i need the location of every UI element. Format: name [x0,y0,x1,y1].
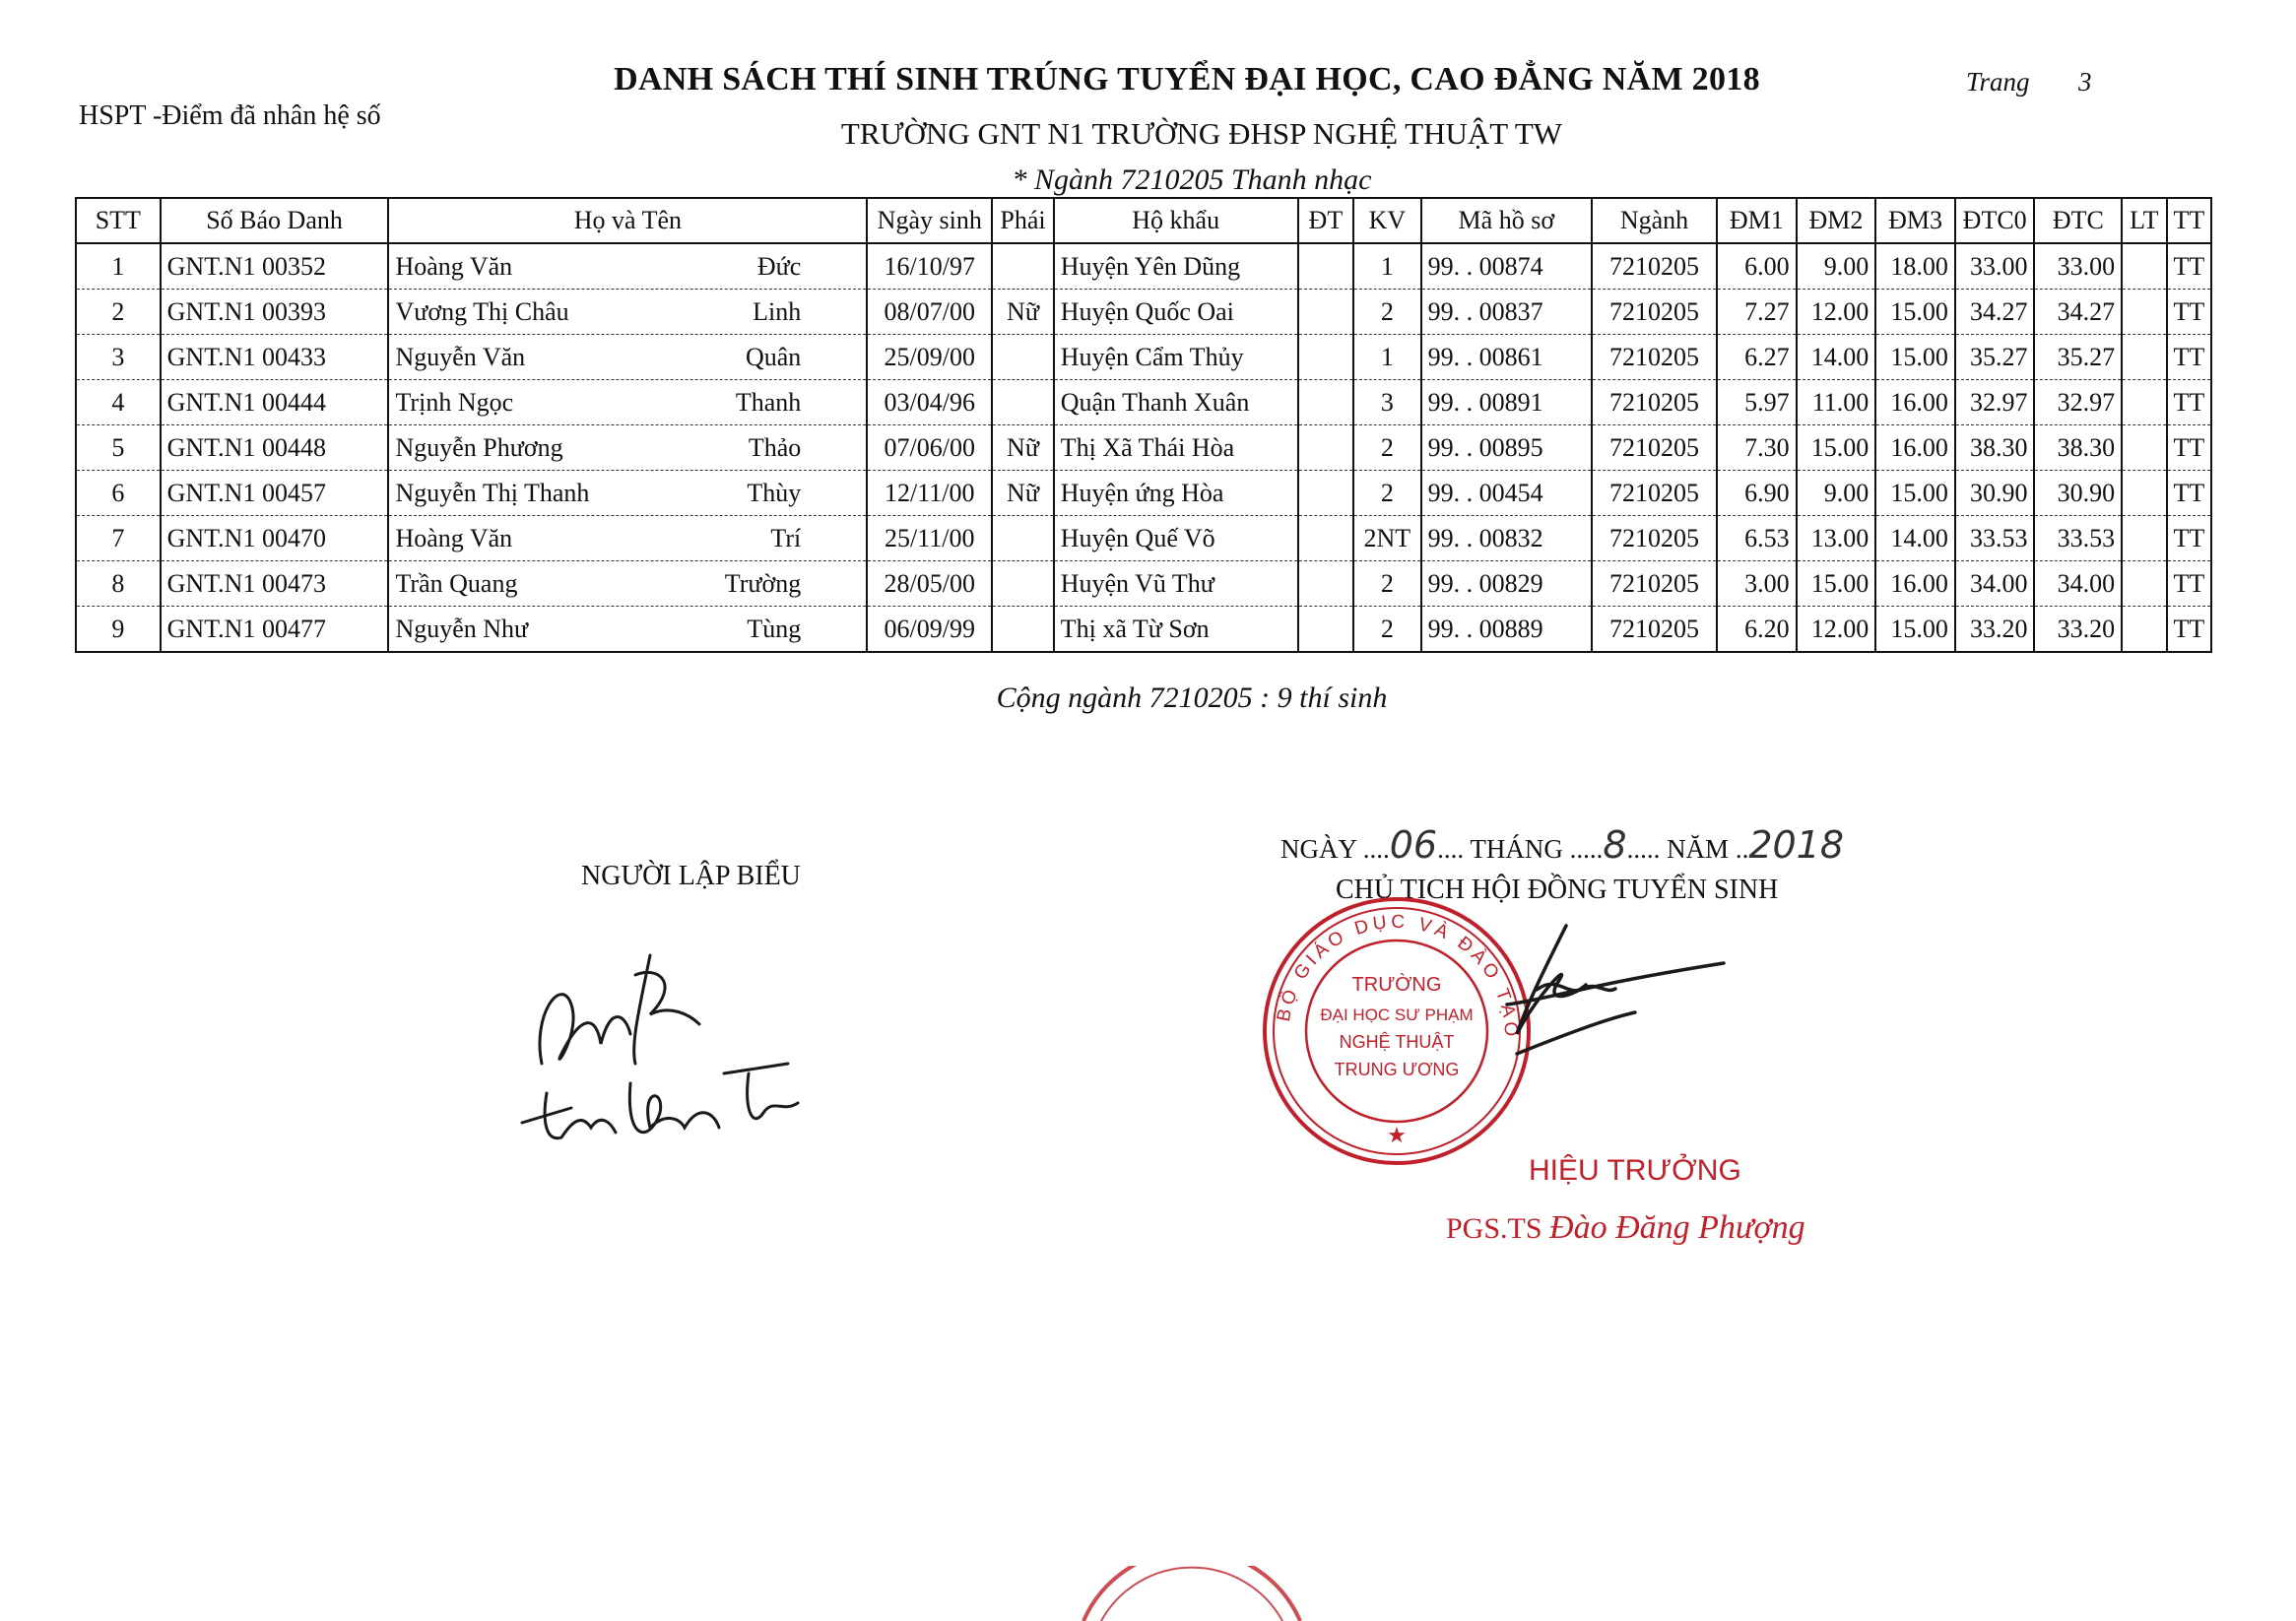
cell-phai: Nữ [992,425,1053,471]
cell-stt: 1 [76,243,161,290]
cell-dtc: 33.00 [2034,243,2122,290]
cell-dm2: 9.00 [1797,243,1876,290]
cell-dtc0: 38.30 [1955,425,2035,471]
cell-surname: Trần Quang [395,568,518,598]
cell-given-name: Thanh [735,387,802,417]
cell-dm3: 16.00 [1875,380,1955,425]
cell-ma-ho-so: 99. . 00454 [1421,471,1592,516]
seal-line-1: TRƯỜNG [1351,974,1442,996]
cell-lt [2122,425,2166,471]
cell-surname: Nguyễn Thị Thanh [395,478,590,507]
cell-ngay-sinh: 25/11/00 [867,516,992,561]
cell-ngay-sinh: 06/09/99 [867,607,992,653]
cell-given-name: Trường [724,568,802,598]
cell-sbd: GNT.N1 00473 [161,561,389,607]
cell-dtc0: 30.90 [1955,471,2035,516]
table-row [76,243,2211,290]
cell-given-name: Tùng [747,614,802,643]
cell-dm2: 15.00 [1797,561,1876,607]
cell-tt: TT [2167,425,2211,471]
cell-tt: TT [2167,335,2211,380]
cell-dm1: 6.27 [1717,335,1797,380]
cell-dtc0: 33.20 [1955,607,2035,653]
date-day: 06 [1389,823,1438,867]
cell-dtc: 38.30 [2034,425,2122,471]
cell-full-name [388,516,867,561]
principal-name-line [1446,1209,1805,1247]
cell-nganh: 7210205 [1592,561,1717,607]
cell-stt: 8 [76,561,161,607]
cell-dtc: 33.53 [2034,516,2122,561]
cell-dm2: 11.00 [1797,380,1876,425]
cell-ma-ho-so: 99. . 00889 [1421,607,1592,653]
cell-kv: 2 [1353,425,1421,471]
cell-ngay-sinh: 16/10/97 [867,243,992,290]
cell-kv: 2 [1353,290,1421,335]
chairman-signature [1487,916,1734,1073]
cell-dtc: 32.97 [2034,380,2122,425]
cell-lt [2122,243,2166,290]
cell-surname: Nguyễn Văn [395,342,526,371]
cell-dt [1298,243,1353,290]
cell-ngay-sinh: 07/06/00 [867,425,992,471]
cell-phai [992,561,1053,607]
table-row [76,516,2211,561]
cell-ho-khau: Huyện Quế Võ [1054,516,1298,561]
cell-dtc0: 33.00 [1955,243,2035,290]
cell-phai [992,243,1053,290]
chairman-title: CHỦ TỊCH HỘI ĐỒNG TUYỂN SINH [1336,875,1779,905]
cell-dtc: 33.20 [2034,607,2122,653]
cell-stt: 2 [76,290,161,335]
cell-sbd: GNT.N1 00433 [161,335,389,380]
cell-ma-ho-so: 99. . 00861 [1421,335,1592,380]
cell-dm2: 9.00 [1797,471,1876,516]
cell-dm1: 7.30 [1717,425,1797,471]
cell-dm1: 6.20 [1717,607,1797,653]
page-number: 3 [2078,67,2092,97]
seal-line-2: ĐẠI HỌC SƯ PHẠM [1320,1005,1474,1024]
cell-ho-khau: Thị xã Từ Sơn [1054,607,1298,653]
cell-given-name: Thùy [747,478,802,507]
cell-full-name [388,561,867,607]
cell-ma-ho-so: 99. . 00891 [1421,380,1592,425]
table-row [76,425,2211,471]
table-row [76,335,2211,380]
cell-sbd: GNT.N1 00444 [161,380,389,425]
cell-ma-ho-so: 99. . 00874 [1421,243,1592,290]
cell-dm3: 14.00 [1875,516,1955,561]
cell-dtc0: 34.00 [1955,561,2035,607]
cell-tt: TT [2167,290,2211,335]
column-header: Ngành [1592,198,1717,243]
cell-dt [1298,516,1353,561]
cell-ho-khau: Huyện Yên Dũng [1054,243,1298,290]
cell-dm3: 15.00 [1875,335,1955,380]
table-row [76,380,2211,425]
column-header: KV [1353,198,1421,243]
cell-ngay-sinh: 08/07/00 [867,290,992,335]
column-header: Họ và Tên [388,198,867,243]
cell-phai [992,516,1053,561]
cell-ngay-sinh: 25/09/00 [867,335,992,380]
column-header: Phái [992,198,1053,243]
cell-dm3: 16.00 [1875,425,1955,471]
cell-dt [1298,425,1353,471]
cell-surname: Trịnh Ngọc [395,387,514,417]
seal-star-icon: ★ [1387,1123,1407,1147]
cell-dm1: 3.00 [1717,561,1797,607]
table-row [76,561,2211,607]
table-body [76,243,2211,652]
cell-ma-ho-so: 99. . 00837 [1421,290,1592,335]
cell-dtc: 34.00 [2034,561,2122,607]
major-heading: * Ngành 7210205 Thanh nhạc [1012,163,1372,196]
cell-tt: TT [2167,516,2211,561]
cell-dm3: 15.00 [1875,607,1955,653]
column-header: ĐM2 [1797,198,1876,243]
date-prefix: NGÀY [1280,834,1356,864]
cell-ma-ho-so: 99. . 00832 [1421,516,1592,561]
cell-sbd: GNT.N1 00477 [161,607,389,653]
cell-given-name: Linh [753,296,802,326]
cell-stt: 5 [76,425,161,471]
cell-dt [1298,607,1353,653]
cell-full-name [388,425,867,471]
year-label: NĂM [1667,834,1730,864]
cell-dtc: 30.90 [2034,471,2122,516]
cell-dt [1298,471,1353,516]
cell-tt: TT [2167,380,2211,425]
cell-lt [2122,380,2166,425]
cell-full-name [388,380,867,425]
document-title: DANH SÁCH THÍ SINH TRÚNG TUYỂN ĐẠI HỌC, CAO ĐẲNG NĂM 2018 [614,61,1760,97]
cell-lt [2122,290,2166,335]
cell-sbd: GNT.N1 00448 [161,425,389,471]
cell-kv: 2 [1353,471,1421,516]
cell-dtc0: 33.53 [1955,516,2035,561]
cell-stt: 7 [76,516,161,561]
cell-dm3: 15.00 [1875,290,1955,335]
cell-dm3: 15.00 [1875,471,1955,516]
cell-kv: 2 [1353,607,1421,653]
cell-stt: 6 [76,471,161,516]
column-header: TT [2167,198,2211,243]
table-header-row [76,198,2211,243]
principal-prefix: PGS.TS [1446,1212,1542,1245]
seal-line-4: TRUNG ƯƠNG [1334,1060,1460,1079]
cell-nganh: 7210205 [1592,516,1717,561]
column-header: Hộ khẩu [1054,198,1298,243]
cell-dtc: 34.27 [2034,290,2122,335]
cell-dm2: 12.00 [1797,607,1876,653]
cell-full-name [388,290,867,335]
seal-ring-text: BỘ GIÁO DỤC VÀ ĐÀO TẠO [1273,911,1522,1041]
cell-ho-khau: Huyện Quốc Oai [1054,290,1298,335]
cell-full-name [388,243,867,290]
cell-phai: Nữ [992,290,1053,335]
cell-nganh: 7210205 [1592,607,1717,653]
admission-table [75,197,2212,653]
column-header: ĐTC0 [1955,198,2035,243]
date-month: 8 [1603,823,1627,867]
cell-tt: TT [2167,471,2211,516]
cell-lt [2122,561,2166,607]
cell-ho-khau: Huyện Vũ Thư [1054,561,1298,607]
cell-full-name [388,471,867,516]
cell-phai [992,380,1053,425]
cell-tt: TT [2167,561,2211,607]
cell-surname: Hoàng Văn [395,523,513,552]
cell-dtc0: 32.97 [1955,380,2035,425]
partial-seal-mark [1074,1566,1310,1621]
major-total: Cộng ngành 7210205 : 9 thí sinh [996,681,1388,714]
column-header: ĐM3 [1875,198,1955,243]
cell-ho-khau: Huyện ứng Hòa [1054,471,1298,516]
cell-given-name: Quân [745,342,802,371]
school-name: TRƯỜNG GNT N1 TRƯỜNG ĐHSP NGHỆ THUẬT TW [840,116,1563,151]
date-line: NGÀY ....06.... THÁNG .....8..... NĂM ..2018 [1280,823,1845,867]
cell-dm2: 12.00 [1797,290,1876,335]
cell-full-name [388,607,867,653]
principal-title: HIỆU TRƯỞNG [1529,1154,1741,1187]
cell-given-name: Trí [770,523,802,552]
cell-dtc0: 34.27 [1955,290,2035,335]
cell-ma-ho-so: 99. . 00829 [1421,561,1592,607]
cell-nganh: 7210205 [1592,471,1717,516]
cell-dm3: 18.00 [1875,243,1955,290]
cell-phai: Nữ [992,471,1053,516]
cell-kv: 1 [1353,335,1421,380]
cell-surname: Hoàng Văn [395,251,513,281]
cell-lt [2122,471,2166,516]
cell-dm3: 16.00 [1875,561,1955,607]
cell-dm2: 15.00 [1797,425,1876,471]
cell-dm1: 6.53 [1717,516,1797,561]
cell-lt [2122,607,2166,653]
cell-dtc: 35.27 [2034,335,2122,380]
cell-sbd: GNT.N1 00470 [161,516,389,561]
cell-nganh: 7210205 [1592,243,1717,290]
cell-dm1: 7.27 [1717,290,1797,335]
cell-dm1: 6.00 [1717,243,1797,290]
cell-lt [2122,516,2166,561]
cell-phai [992,335,1053,380]
cell-given-name: Đức [756,251,802,281]
score-note: HSPT -Điểm đã nhân hệ số [79,100,381,131]
cell-stt: 9 [76,607,161,653]
page-label: Trang [1966,67,2030,97]
cell-surname: Vương Thị Châu [395,296,569,326]
cell-dt [1298,335,1353,380]
cell-kv: 2NT [1353,516,1421,561]
cell-kv: 1 [1353,243,1421,290]
cell-dt [1298,290,1353,335]
cell-full-name [388,335,867,380]
cell-ho-khau: Quận Thanh Xuân [1054,380,1298,425]
column-header: ĐT [1298,198,1353,243]
seal-line-3: NGHỆ THUẬT [1339,1032,1455,1052]
cell-stt: 3 [76,335,161,380]
cell-kv: 3 [1353,380,1421,425]
column-header: Số Báo Danh [161,198,389,243]
preparer-signature [502,916,808,1152]
table-row [76,471,2211,516]
cell-sbd: GNT.N1 00352 [161,243,389,290]
cell-sbd: GNT.N1 00393 [161,290,389,335]
cell-nganh: 7210205 [1592,425,1717,471]
cell-tt: TT [2167,607,2211,653]
cell-nganh: 7210205 [1592,335,1717,380]
cell-nganh: 7210205 [1592,290,1717,335]
cell-tt: TT [2167,243,2211,290]
cell-ngay-sinh: 03/04/96 [867,380,992,425]
cell-surname: Nguyễn Phương [395,432,563,462]
cell-dm2: 13.00 [1797,516,1876,561]
cell-ma-ho-so: 99. . 00895 [1421,425,1592,471]
cell-sbd: GNT.N1 00457 [161,471,389,516]
cell-ho-khau: Thị Xã Thái Hòa [1054,425,1298,471]
table-row [76,607,2211,653]
cell-lt [2122,335,2166,380]
table-row [76,290,2211,335]
cell-nganh: 7210205 [1592,380,1717,425]
column-header: STT [76,198,161,243]
cell-dt [1298,380,1353,425]
cell-dm1: 5.97 [1717,380,1797,425]
cell-phai [992,607,1053,653]
date-year: 2018 [1748,823,1845,867]
column-header: LT [2122,198,2166,243]
column-header: ĐM1 [1717,198,1797,243]
month-label: THÁNG [1470,834,1563,864]
cell-dtc0: 35.27 [1955,335,2035,380]
column-header: Ngày sinh [867,198,992,243]
cell-stt: 4 [76,380,161,425]
preparer-title: NGƯỜI LẬP BIỂU [581,861,801,891]
cell-dm2: 14.00 [1797,335,1876,380]
cell-given-name: Thảo [748,432,802,462]
principal-name: Đào Đăng Phượng [1549,1209,1805,1246]
column-header: ĐTC [2034,198,2122,243]
cell-ho-khau: Huyện Cẩm Thủy [1054,335,1298,380]
column-header: Mã hồ sơ [1421,198,1592,243]
cell-ngay-sinh: 28/05/00 [867,561,992,607]
cell-dt [1298,561,1353,607]
cell-dm1: 6.90 [1717,471,1797,516]
cell-surname: Nguyễn Như [395,614,529,643]
cell-ngay-sinh: 12/11/00 [867,471,992,516]
cell-kv: 2 [1353,561,1421,607]
